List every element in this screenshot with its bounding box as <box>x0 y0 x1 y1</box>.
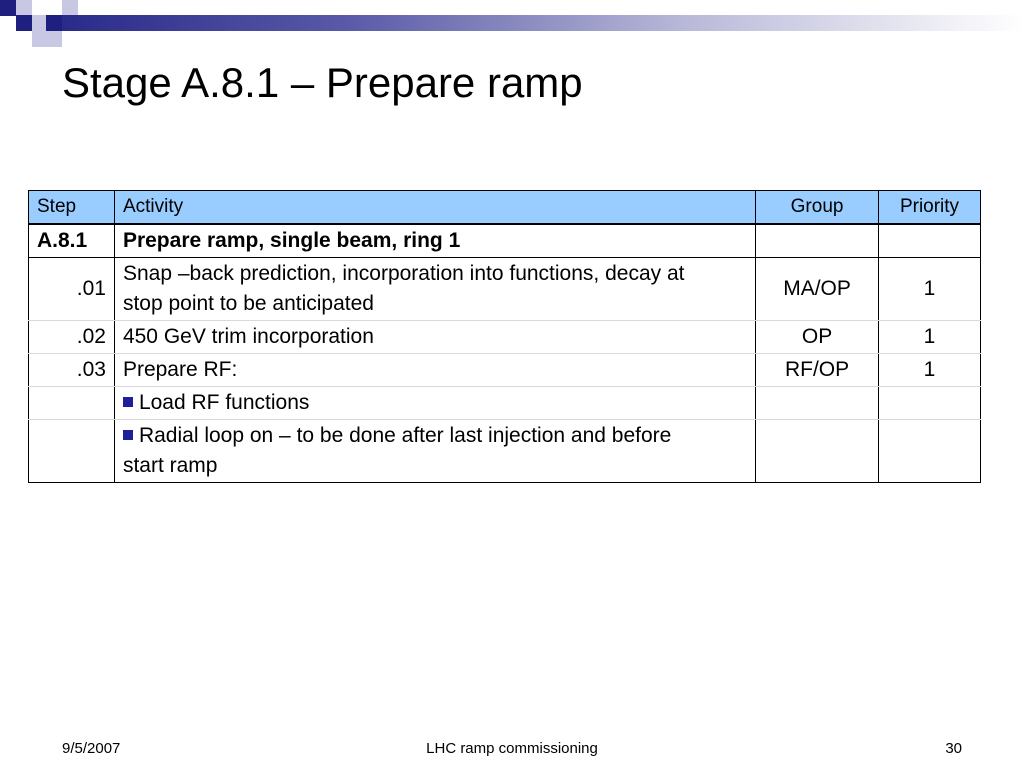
footer-title: LHC ramp commissioning <box>426 740 598 757</box>
activity-text: Load RF functions <box>138 391 310 414</box>
table-header-row <box>29 191 981 225</box>
header-activity: Activity <box>114 191 755 225</box>
activity-cell <box>114 420 755 483</box>
step-cell: .03 <box>29 354 115 387</box>
step-cell: .01 <box>29 258 115 321</box>
table-row <box>29 420 981 483</box>
group-cell: RF/OP <box>756 354 879 387</box>
header-group: Group <box>756 191 879 225</box>
table-row <box>29 321 981 354</box>
group-cell <box>756 224 879 258</box>
step-cell: .02 <box>29 321 115 354</box>
activity-cell: 450 GeV trim incorporation <box>114 321 755 354</box>
priority-cell: 1 <box>879 321 981 354</box>
group-cell: OP <box>756 321 879 354</box>
activity-table <box>28 190 981 483</box>
group-cell <box>756 387 879 420</box>
step-cell <box>29 387 115 420</box>
decor-square-light <box>16 0 32 16</box>
group-cell: MA/OP <box>756 258 879 321</box>
table-row <box>29 224 981 258</box>
step-cell <box>29 420 115 483</box>
square-bullet-icon <box>123 430 133 440</box>
priority-cell <box>879 224 981 258</box>
table-row <box>29 387 981 420</box>
priority-cell: 1 <box>879 354 981 387</box>
table-row <box>29 258 981 321</box>
square-bullet-icon <box>123 397 133 407</box>
priority-cell: 1 <box>879 258 981 321</box>
footer-date: 9/5/2007 <box>62 740 121 757</box>
activity-cell: Prepare RF: <box>114 354 755 387</box>
activity-cell <box>114 387 755 420</box>
decor-square-dark <box>46 15 62 31</box>
decor-square-dark <box>0 0 16 16</box>
decor-square-dark <box>16 15 32 31</box>
activity-cell: Prepare ramp, single beam, ring 1 <box>114 224 755 258</box>
activity-text: Radial loop on – to be done after last injection and before start ramp <box>122 424 672 477</box>
slide-title: Stage A.8.1 – Prepare ramp <box>62 59 583 106</box>
priority-cell <box>879 420 981 483</box>
page-number: 30 <box>945 740 962 757</box>
header-decoration <box>0 0 1024 60</box>
decor-square-light <box>62 0 78 15</box>
decor-square-light <box>46 31 62 47</box>
group-cell <box>756 420 879 483</box>
priority-cell <box>879 387 981 420</box>
table-row <box>29 354 981 387</box>
step-cell: A.8.1 <box>29 224 115 258</box>
header-step: Step <box>29 191 115 225</box>
header-gradient-bar <box>62 15 1024 31</box>
header-priority: Priority <box>879 191 981 225</box>
activity-cell: Snap –back prediction, incorporation into functions, decay at stop point to be anticipated <box>114 258 755 321</box>
